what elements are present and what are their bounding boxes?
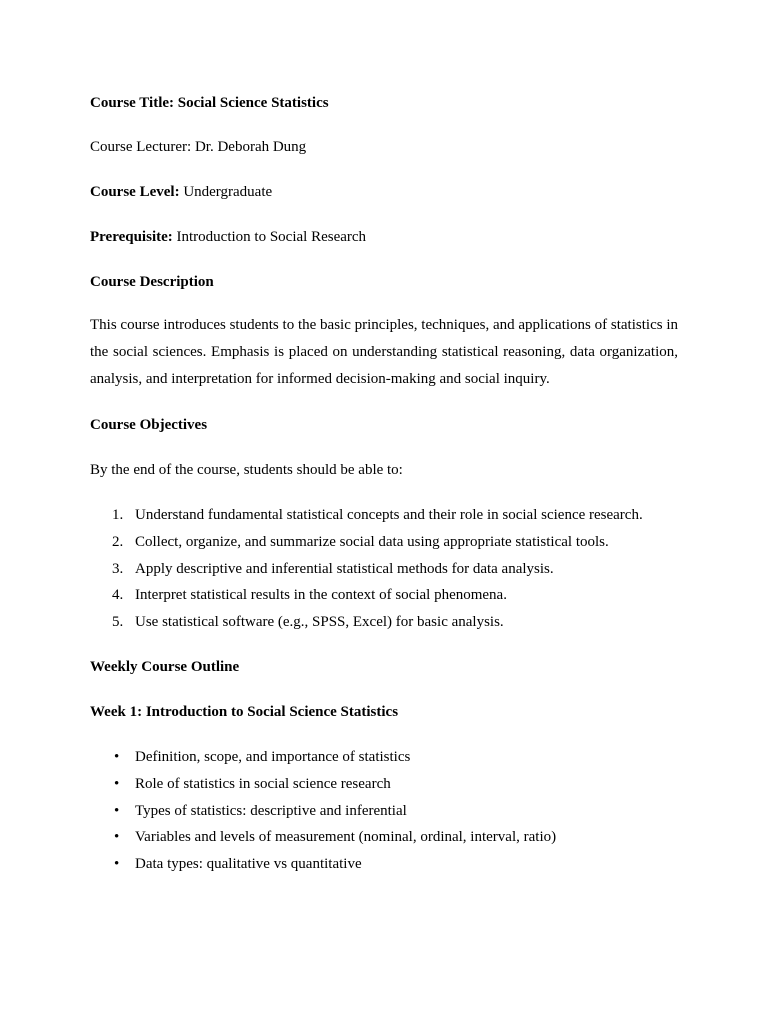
- course-level-label: Course Level:: [90, 184, 180, 200]
- bullet-icon: •: [114, 775, 120, 792]
- list-item-text: Definition, scope, and importance of statistics: [135, 749, 411, 765]
- course-level-value: Undergraduate: [183, 184, 273, 200]
- list-number: 1.: [112, 507, 124, 523]
- prerequisite: [90, 227, 366, 247]
- week1-topics-list: [90, 747, 678, 881]
- list-item: [90, 801, 678, 828]
- list-item: [90, 585, 678, 612]
- list-item: [90, 827, 678, 854]
- objectives-intro: By the end of the course, students should be able to:: [90, 462, 403, 478]
- course-lecturer: Course Lecturer: Dr. Deborah Dung: [90, 139, 307, 155]
- list-item-text: Understand fundamental statistical concepts and their role in social science research.: [135, 507, 643, 523]
- course-level: [90, 182, 272, 202]
- course-title: Course Title: Social Science Statistics: [90, 95, 329, 111]
- list-item: [90, 612, 678, 639]
- list-item-text: Variables and levels of measurement (nominal, ordinal, interval, ratio): [135, 829, 557, 846]
- prerequisite-value: Introduction to Social Research: [176, 229, 367, 245]
- list-item: [90, 559, 678, 586]
- list-item: [90, 505, 678, 532]
- list-item-text: Interpret statistical results in the context of social phenomena.: [135, 587, 507, 604]
- list-number: 2.: [112, 533, 124, 550]
- outline-heading: Weekly Course Outline: [90, 659, 240, 675]
- bullet-icon: •: [114, 856, 120, 873]
- description-heading: Course Description: [90, 274, 214, 290]
- list-item: [90, 774, 678, 801]
- list-item-text: Data types: qualitative vs quantitative: [135, 856, 362, 873]
- week1-title: Week 1: Introduction to Social Science Statistics: [90, 704, 399, 720]
- prerequisite-label: Prerequisite:: [90, 229, 173, 245]
- list-item-text: Collect, organize, and summarize social data using appropriate statistical tools.: [135, 533, 609, 550]
- list-number: 4.: [112, 587, 124, 604]
- list-item-text: Apply descriptive and inferential statistical methods for data analysis.: [135, 560, 554, 577]
- bullet-icon: •: [114, 829, 120, 846]
- list-number: 5.: [112, 614, 124, 631]
- list-item-text: Role of statistics in social science research: [135, 775, 391, 792]
- list-item-text: Types of statistics: descriptive and inferential: [135, 802, 407, 819]
- bullet-icon: •: [114, 802, 120, 819]
- list-item: [90, 532, 678, 559]
- list-item: [90, 854, 678, 881]
- list-number: 3.: [112, 560, 124, 577]
- list-item-text: Use statistical software (e.g., SPSS, Excel) for basic analysis.: [135, 614, 504, 631]
- list-item: [90, 747, 678, 774]
- bullet-icon: •: [114, 749, 120, 765]
- objectives-list: [90, 505, 678, 639]
- description-text: This course introduces students to the basic principles, techniques, and applications of statistics in the social sciences. Emphasis is placed on understanding statistical reasoning, data organization, analysis, and interpretation for informed decision-making and social inquiry.: [90, 317, 678, 387]
- objectives-heading: Course Objectives: [90, 417, 208, 433]
